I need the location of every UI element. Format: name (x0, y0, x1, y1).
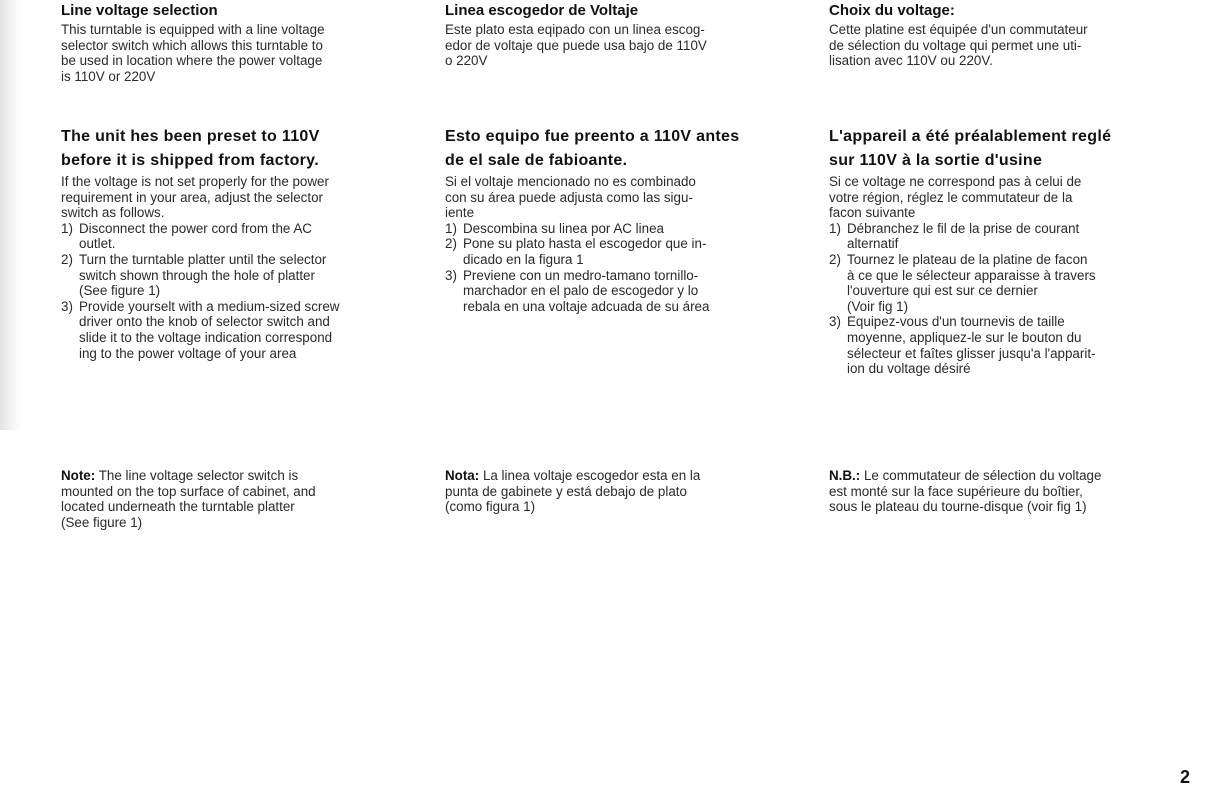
step-text: Tournez le plateau de la platine de facon à ce que le sélecteur apparaisse à travers l'ouverture qui est sur ce dernier (Voir fig 1) (847, 251, 1096, 314)
step-number: 1) (829, 220, 841, 236)
steps-list (829, 221, 1189, 377)
step-number: 2) (61, 251, 73, 267)
step-item (829, 314, 1189, 376)
steps-list (61, 221, 421, 361)
section-heading: Line voltage selection (61, 2, 218, 19)
voltage-selection-section (445, 2, 805, 69)
note-text: The line voltage selector switch is mounted on the top surface of cabinet, and located underneath the turntable platter (See figure 1) (61, 468, 316, 530)
section-heading: Choix du voltage: (829, 2, 955, 19)
step-item (829, 252, 1189, 314)
step-text: Provide yourselt with a medium-sized screw driver onto the knob of selector switch and slide it to the voltage indication correspond ing to the power voltage of your area (79, 298, 340, 361)
note-section (829, 468, 1189, 515)
step-item (61, 252, 421, 299)
preset-section (445, 126, 805, 314)
step-item (445, 236, 805, 267)
note-paragraph (445, 468, 805, 515)
note-label: Nota: (445, 468, 480, 483)
step-text: Equipez-vous d'un tournevis de taille moyenne, appliquez-le sur le bouton du sélecteur et faîtes glisser jusqu'a l'apparit- ion du voltage désiré (847, 314, 1096, 377)
preset-heading-line1: The unit hes been preset to 110V (61, 128, 320, 145)
note-text: La linea voltaje escogedor esta en la punta de gabinete y está debajo de plato (como figura 1) (445, 468, 701, 515)
step-number: 2) (829, 251, 841, 267)
section-body: Cette platine est équipée d'un commutateur de sélection du voltage qui permet une uti- lisation avec 110V ou 220V. (829, 22, 1088, 69)
step-item (445, 268, 805, 315)
step-text: Disconnect the power cord from the AC outlet. (79, 220, 312, 252)
preset-section (829, 126, 1189, 377)
step-number: 3) (61, 298, 73, 314)
note-paragraph (829, 468, 1189, 515)
step-number: 1) (445, 220, 457, 236)
note-section (445, 468, 805, 515)
step-item (61, 299, 421, 361)
step-number: 2) (445, 236, 457, 252)
step-number: 3) (829, 314, 841, 330)
preset-intro: Si el voltaje mencionado no es combinado con su área puede adjusta como las sigu- iente (445, 174, 696, 221)
note-paragraph (61, 468, 421, 530)
preset-heading-line1: L'appareil a été préalablement reglé (829, 128, 1112, 145)
steps-list (445, 221, 805, 315)
voltage-selection-section (829, 2, 1189, 69)
step-item (445, 221, 805, 237)
note-section (61, 468, 421, 530)
step-text: Descombina su linea por AC linea (463, 220, 664, 236)
note-label: Note: (61, 468, 96, 483)
preset-section (61, 126, 421, 361)
step-text: Turn the turntable platter until the selector switch shown through the hole of platter (See figure 1) (79, 251, 327, 299)
preset-heading-line2: sur 110V à la sortie d'usine (829, 152, 1043, 169)
step-text: Previene con un medro-tamano tornillo- marchador en el palo de escogedor y lo rebala en una voltaje adcuada de su área (463, 267, 710, 314)
note-label: N.B.: (829, 468, 861, 483)
step-item (829, 221, 1189, 252)
page-number: 2 (1180, 767, 1191, 787)
preset-intro: Si ce voltage ne correspond pas à celui de votre région, réglez le commutateur de la facon suivante (829, 174, 1082, 221)
preset-heading-line2: de el sale de fabioante. (445, 152, 628, 169)
section-body: This turntable is equipped with a line voltage selector switch which allows this turntable to be used in location where the power voltage is 110V or 220V (61, 22, 325, 84)
step-text: Pone su plato hasta el escogedor que in- dicado en la figura 1 (463, 236, 707, 267)
section-body: Este plato esta eqipado con un linea escog- edor de voltaje que puede usa bajo de 110V o 220V (445, 22, 707, 69)
section-heading: Linea escogedor de Voltaje (445, 2, 639, 19)
preset-heading-line2: before it is shipped from factory. (61, 152, 319, 169)
preset-intro: If the voltage is not set properly for the power requirement in your area, adjust the selector switch as follows. (61, 174, 329, 221)
preset-heading-line1: Esto equipo fue preento a 110V antes (445, 128, 740, 145)
step-item (61, 221, 421, 252)
step-text: Débranchez le fil de la prise de courant alternatif (847, 220, 1080, 252)
step-number: 1) (61, 220, 73, 236)
step-number: 3) (445, 267, 457, 283)
note-text: Le commutateur de sélection du voltage est monté sur la face supérieure du boîtier, sous le plateau du tourne-disque (voir fig 1) (829, 468, 1102, 515)
voltage-selection-section (61, 2, 421, 84)
scan-edge-shadow (0, 0, 22, 430)
